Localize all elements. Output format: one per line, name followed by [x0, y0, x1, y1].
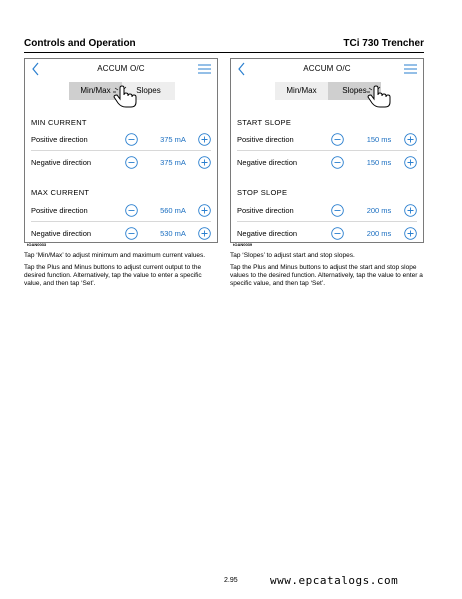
minus-icon[interactable]: [331, 227, 344, 240]
setting-row: [237, 202, 419, 219]
minus-icon[interactable]: [125, 227, 138, 240]
screen-title: ACCUM O/C: [303, 64, 351, 73]
tab-slopes[interactable]: Slopes: [328, 82, 381, 100]
plus-icon[interactable]: [198, 156, 211, 169]
minus-icon[interactable]: [125, 204, 138, 217]
setting-row: [31, 202, 213, 219]
setting-row: [237, 131, 419, 148]
figure-id: tOAN0033: [27, 242, 47, 247]
plus-icon[interactable]: [198, 133, 211, 146]
row-divider: [237, 150, 417, 151]
row-divider: [31, 150, 211, 151]
row-label: Positive direction: [31, 135, 88, 144]
page-header: [24, 38, 424, 52]
value-field[interactable]: 150 ms: [366, 158, 392, 167]
plus-icon[interactable]: [198, 204, 211, 217]
section-heading: MIN CURRENT: [31, 118, 87, 127]
row-label: Negative direction: [237, 229, 298, 238]
row-label: Positive direction: [237, 135, 294, 144]
row-divider: [31, 221, 211, 222]
value-field[interactable]: 200 ms: [366, 206, 392, 215]
minus-icon[interactable]: [331, 204, 344, 217]
figure-id: tOAN0039: [233, 242, 253, 247]
value-field[interactable]: 560 mA: [160, 206, 186, 215]
plus-icon[interactable]: [404, 227, 417, 240]
row-label: Positive direction: [237, 206, 294, 215]
hamburger-menu-icon[interactable]: [198, 64, 211, 74]
setting-row: [31, 225, 213, 242]
setting-row: [237, 225, 419, 242]
plus-icon[interactable]: [404, 133, 417, 146]
value-field[interactable]: 530 mA: [160, 229, 186, 238]
watermark: www.epcatalogs.com: [270, 574, 399, 587]
accum-oc-screen-slopes: [230, 58, 424, 243]
minus-icon[interactable]: [125, 133, 138, 146]
caption-right: [230, 252, 426, 292]
value-field[interactable]: 200 ms: [366, 229, 392, 238]
row-label: Negative direction: [237, 158, 298, 167]
screen-title: ACCUM O/C: [97, 64, 145, 73]
section-title: Controls and Operation: [24, 38, 136, 49]
hamburger-menu-icon[interactable]: [404, 64, 417, 74]
row-label: Positive direction: [31, 206, 88, 215]
value-field[interactable]: 150 ms: [366, 135, 392, 144]
setting-row: [31, 131, 213, 148]
plus-icon[interactable]: [198, 227, 211, 240]
setting-row: [31, 154, 213, 171]
minus-icon[interactable]: [125, 156, 138, 169]
caption-paragraph: Tap ‘Slopes’ to adjust start and stop slopes.: [230, 252, 355, 259]
value-field[interactable]: 375 mA: [160, 158, 186, 167]
tab-min-max[interactable]: Min/Max: [275, 82, 328, 100]
screen-titlebar: [231, 59, 423, 79]
accum-oc-screen-minmax: [24, 58, 218, 243]
caption-paragraph: Tap ‘Min/Max’ to adjust minimum and maximum current values.: [24, 252, 206, 259]
tap-hand-icon: [111, 85, 139, 109]
caption-left: [24, 252, 220, 292]
section-heading: MAX CURRENT: [31, 188, 90, 197]
minus-icon[interactable]: [331, 156, 344, 169]
row-label: Negative direction: [31, 229, 92, 238]
minus-icon[interactable]: [331, 133, 344, 146]
tab-min-max[interactable]: Min/Max: [69, 82, 122, 100]
page-number: 2.95: [224, 577, 238, 584]
plus-icon[interactable]: [404, 204, 417, 217]
screen-titlebar: [25, 59, 217, 79]
value-field[interactable]: 375 mA: [160, 135, 186, 144]
model-title: TCi 730 Trencher: [343, 38, 424, 49]
header-divider: [24, 52, 424, 53]
plus-icon[interactable]: [404, 156, 417, 169]
section-heading: START SLOPE: [237, 118, 292, 127]
caption-paragraph: Tap the Plus and Minus buttons to adjust the start and stop slope values to the desired function. Alternatively, tap the value to enter a specific value, and then tap ‘Set’.: [230, 264, 423, 287]
section-heading: STOP SLOPE: [237, 188, 288, 197]
setting-row: [237, 154, 419, 171]
tap-hand-icon: [365, 85, 393, 109]
row-divider: [237, 221, 417, 222]
caption-paragraph: Tap the Plus and Minus buttons to adjust current output to the desired function. Alternatively, tap the value to enter a specific value, and then tap ‘Set’.: [24, 264, 202, 287]
row-label: Negative direction: [31, 158, 92, 167]
tab-slopes[interactable]: Slopes: [122, 82, 175, 100]
